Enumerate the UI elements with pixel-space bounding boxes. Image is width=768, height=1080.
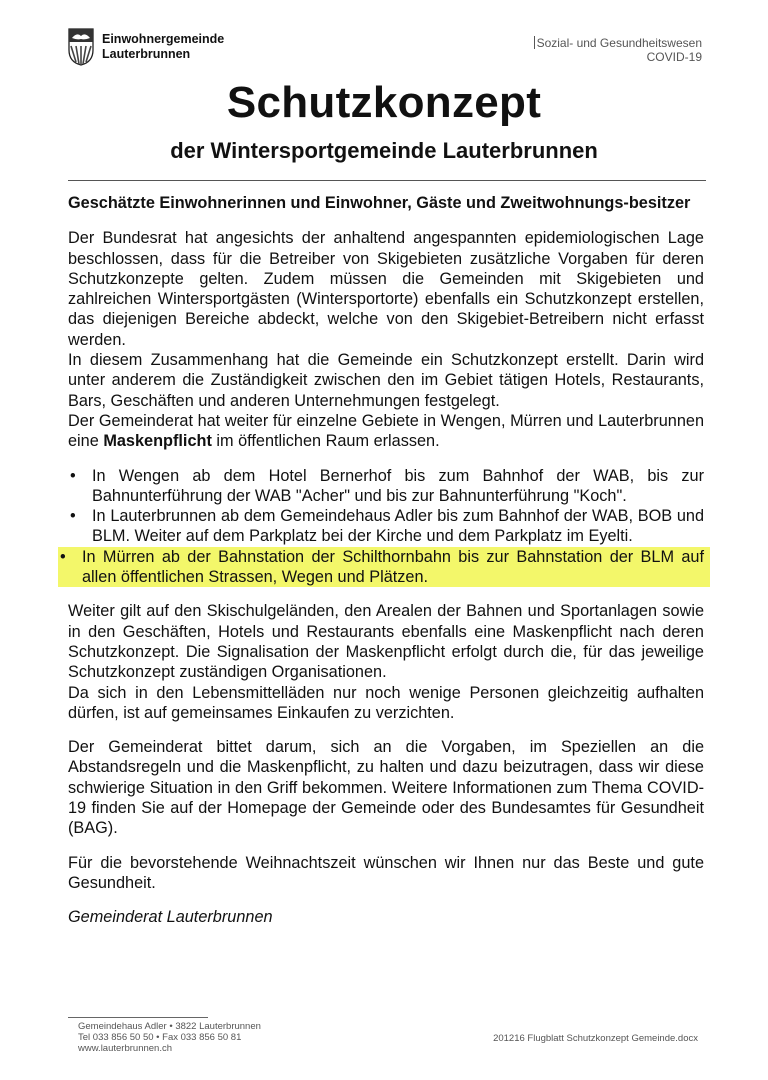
paragraph-3-end: im öffentlichen Raum erlassen. [211, 432, 440, 451]
department-label [534, 36, 702, 64]
paragraph-1: Der Bundesrat hat angesichts der anhaltend angespannten epidemiologischen Lage beschlossen, dass für die Betreiber von Skigebieten zusätzliche Vorgaben für deren Schutzkonzepte gelten. Zudem müssen die Gemeinden mit Skigebieten und zahlreichen Wintersportgästen (Wintersportorte) ebenfalls ein Schutzkonzept erstellen, das diejenigen Bereiche abdeckt, welche von den Skigebiet-Betreibern nicht erfasst werden. [68, 229, 704, 349]
footer-address [78, 1021, 261, 1054]
paragraph-6: Der Gemeinderat bittet darum, sich an die Vorgaben, im Speziellen an die Abstandsregeln und die Maskenpflicht, zu halten und dazu beizutragen, dass wir diese schwierige Situation in den Griff bekommen. Weitere Informationen zum Thema COVID-19 finden Sie auf der Homepage der Gemeinde oder des Bundesamtes für Gesundheit (BAG). [68, 738, 704, 838]
topic-label: COVID-19 [646, 50, 702, 64]
page-title: Schutzkonzept [226, 78, 542, 127]
separator-bar [534, 36, 535, 49]
bullet-icon: • [60, 547, 66, 566]
letterhead [68, 28, 224, 66]
list-item-text: In Mürren ab der Bahnstation der Schilthornbahn bis zur Bahnstation der BLM auf allen öffentlichen Strassen, Wegen und Plätzen. [82, 547, 704, 587]
org-line-1: Einwohnergemeinde [102, 32, 225, 46]
mask-area-list [60, 466, 704, 588]
greeting: Geschätzte Einwohnerinnen und Einwohner, Gäste und Zweitwohnungs-besitzer [68, 194, 691, 212]
list-item-text: In Lauterbrunnen ab dem Gemeindehaus Adler bis zum Bahnhof der WAB, BOB und BLM. Weiter auf dem Parkplatz bei der Kirche und dem Parkplatz im Eyelti. [92, 507, 704, 546]
bullet-icon: • [70, 466, 76, 485]
list-item [68, 466, 704, 507]
paragraph-3-text: Der Gemeinderat hat weiter für einzelne Gebiete in Wengen, Mürren und Lauterbrunnen eine [68, 411, 704, 451]
list-item-highlighted [58, 547, 710, 588]
paragraph-5: Da sich in den Lebensmittelläden nur noch wenige Personen gleichzeitig aufhalten dürfen, ist auf gemeinsames Einkaufen zu verzichten. [68, 683, 704, 722]
department-name: Sozial- und Gesundheitswesen [536, 36, 702, 50]
mask-obligation-emphasis: Maskenpflicht [103, 432, 212, 451]
list-item-text: In Wengen ab dem Hotel Bernerhof bis zum Bahnhof der WAB, bis zur Bahnunterführung der WAB "Acher" und bis zur Bahnunterführung "Koch". [92, 466, 704, 505]
footer-filename: 201216 Flugblatt Schutzkonzept Gemeinde.docx [493, 1033, 698, 1044]
signature: Gemeinderat Lauterbrunnen [68, 908, 273, 927]
title-divider [68, 180, 706, 181]
footer-divider [68, 1017, 208, 1018]
page-subtitle: der Wintersportgemeinde Lauterbrunnen [170, 138, 598, 163]
footer-website: www.lauterbrunnen.ch [78, 1043, 172, 1054]
list-item [68, 506, 704, 547]
paragraph-2: In diesem Zusammenhang hat die Gemeinde ein Schutzkonzept erstellt. Darin wird unter anderem die Zuständigkeit zwischen den im Gebiet tätigen Hotels, Restaurants, Bars, Geschäften und anderen Unternehmungen festgelegt. [68, 351, 704, 410]
paragraph-3 [68, 411, 704, 452]
municipal-crest-icon [68, 28, 94, 66]
letter-body [60, 193, 704, 928]
bullet-icon: • [70, 507, 76, 526]
footer-address-line: Gemeindehaus Adler • 3822 Lauterbrunnen [78, 1021, 261, 1032]
paragraph-7: Für die bevorstehende Weihnachtszeit wünschen wir Ihnen nur das Beste und gute Gesundheit. [68, 853, 704, 892]
footer-phone-line: Tel 033 856 50 50 • Fax 033 856 50 81 [78, 1032, 242, 1043]
paragraph-4: Weiter gilt auf den Skischulgeländen, den Arealen der Bahnen und Sportanlagen sowie in den Geschäften, Hotels und Restaurants ebenfalls eine Maskenpflicht nach deren Schutzkonzept. Die Signalisation der Maskenpflicht erfolgt durch die, für das jeweilige Schutzkonzept zuständigen Organisationen. [68, 602, 704, 682]
organization-name [102, 32, 224, 62]
org-line-2: Lauterbrunnen [102, 47, 191, 61]
